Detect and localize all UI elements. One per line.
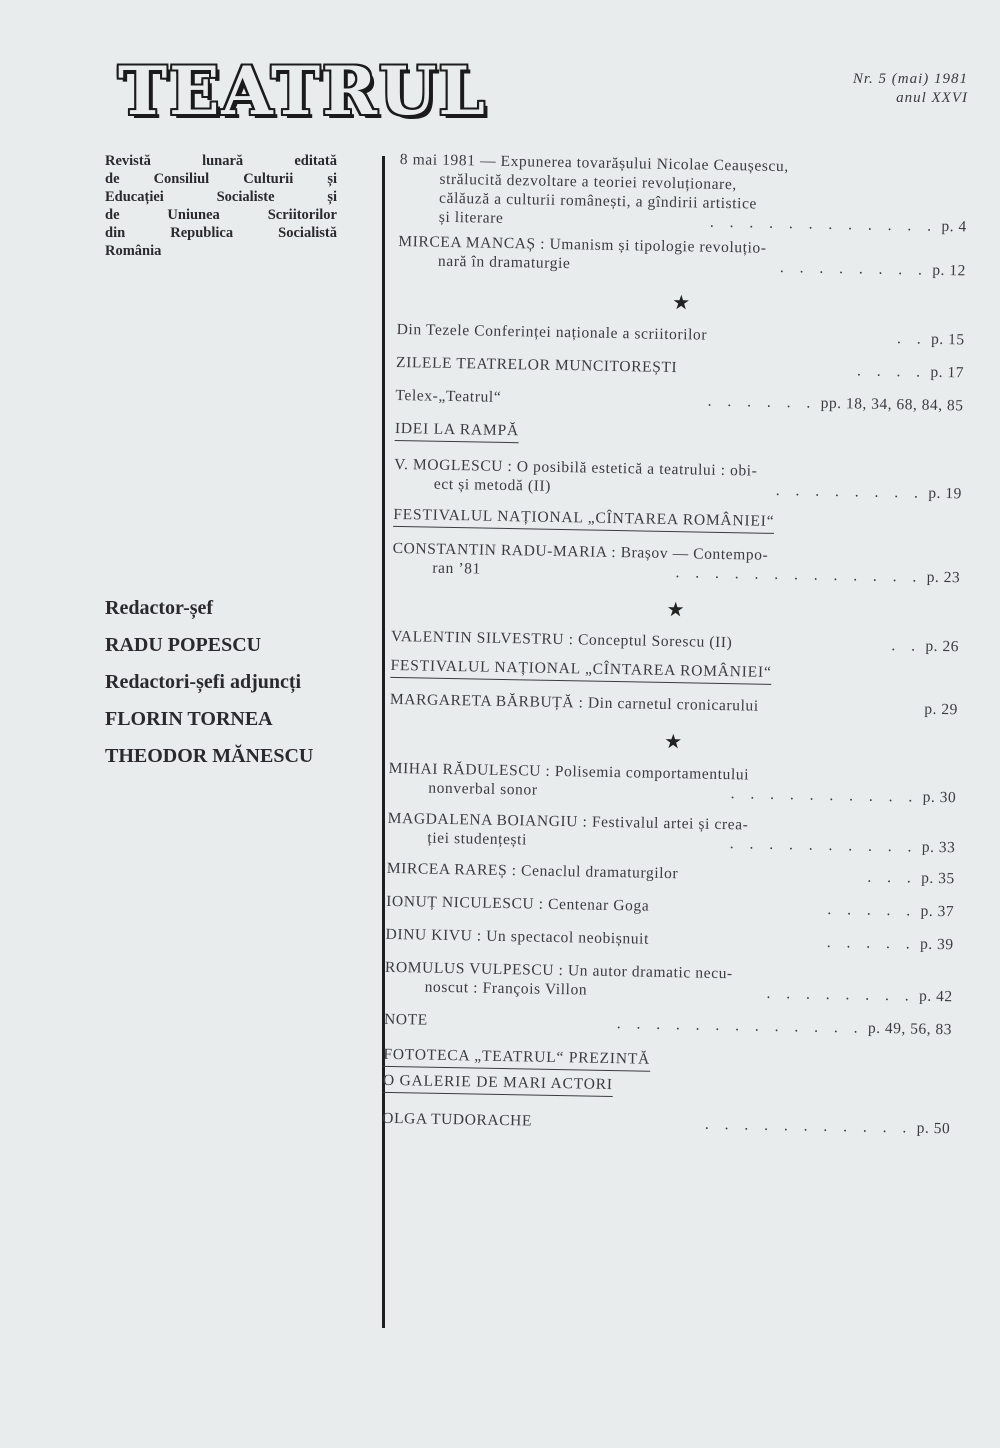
toc-entry-text: OLGA TUDORACHE <box>382 1109 533 1130</box>
toc-dots: . . . . . . . . <box>779 258 929 279</box>
toc-entry-text: ect și metodă (II) <box>433 475 552 495</box>
toc-page-number: p. 37 <box>920 902 955 921</box>
publisher-info <box>105 152 337 260</box>
editorial-board <box>105 590 365 775</box>
toc-entry-text: CONSTANTIN RADU-MARIA : Brașov — Contempo- <box>392 539 769 564</box>
toc-entry-text: MIRCEA MANCAȘ : Umanism și tipologie revoluțio- <box>398 232 767 257</box>
toc-entry <box>396 353 964 382</box>
toc-page-number: p. 15 <box>930 330 965 349</box>
toc-dots: . . . . . <box>826 933 916 953</box>
toc-entry-text: Din Tezele Conferinței naționale a scriitorilor <box>396 320 708 344</box>
chief-editor-label: Redactor-șef <box>105 597 214 619</box>
toc-entry-text: nară în dramaturgie <box>437 252 571 273</box>
toc-dots: . . . . . . . . . . . <box>704 1115 913 1137</box>
section-heading: FESTIVALUL NAȚIONAL „CÎNTAREA ROMÂNIEI“ <box>393 505 774 534</box>
toc-entry-text: călăuză a culturii românești, a gîndirii artistice <box>438 189 758 213</box>
toc-dots: . . . . . . . . . . . . <box>709 213 938 235</box>
toc-entry <box>387 859 955 888</box>
publisher-line: Educației Socialiste și <box>105 189 337 205</box>
toc-entry <box>382 1109 950 1138</box>
toc-entry-text: noscut : François Villon <box>424 978 588 999</box>
toc-entry-text: DINU KIVU : Un spectacol neobișnuit <box>385 925 650 948</box>
toc-entry-text: MAGDALENA BOIANGIU : Festivalul artei și crea- <box>387 809 749 834</box>
issue-number: Nr. 5 (mai) 1981 <box>852 71 968 87</box>
toc-entry-text: Telex-„Teatrul“ <box>395 386 502 406</box>
toc-dots: . . . . . . <box>707 392 817 412</box>
toc-entry <box>390 690 958 719</box>
star-separator: ★ <box>672 292 691 315</box>
toc-entry-text: nonverbal sonor <box>428 779 538 799</box>
toc-page-number: p. 33 <box>921 838 956 857</box>
toc-entry <box>384 958 953 1006</box>
toc-entry-text: V. MOGLESCU : O posibilă estetică a teatrului : obi- <box>394 455 758 480</box>
toc-dots: . . <box>891 637 922 655</box>
toc-page-number: p. 35 <box>921 869 955 888</box>
toc-entry <box>385 925 953 954</box>
toc-page-number: p. 19 <box>928 484 962 503</box>
toc-entry-text: MARGARETA BĂRBUȚĂ : Din carnetul cronicarului <box>389 690 759 715</box>
table-of-contents <box>382 150 968 1144</box>
column-divider <box>382 156 385 1328</box>
toc-page-number: p. 50 <box>916 1119 951 1138</box>
toc-page-number: p. 29 <box>924 700 958 719</box>
deputy-editors-label: Redactori-șefi adjuncți <box>105 671 302 693</box>
toc-dots: . . . . <box>856 362 927 381</box>
toc-page-number: p. 23 <box>926 568 961 587</box>
toc-entry <box>387 809 956 857</box>
toc-dots: . . . . . . . . . . <box>730 785 919 806</box>
toc-entry-text: MIRCEA RAREȘ : Cenaclul dramaturgilor <box>386 859 679 883</box>
star-separator: ★ <box>666 598 685 622</box>
toc-entry-text: NOTE <box>383 1010 428 1029</box>
toc-entry <box>386 892 954 921</box>
toc-entry <box>392 539 961 587</box>
toc-entry <box>394 455 963 503</box>
publisher-line: din Republica Socialistă <box>105 225 337 241</box>
toc-dots: . . . . . . . . <box>766 984 915 1005</box>
section-heading: IDEI LA RAMPĂ <box>395 419 519 443</box>
toc-entry <box>395 386 963 415</box>
toc-page-number: p. 4 <box>941 217 967 236</box>
toc-entry-text: și literare <box>438 208 504 227</box>
toc-dots: . . . . . <box>827 900 917 920</box>
toc-page-number: p. 49, 56, 83 <box>867 1019 953 1039</box>
toc-page-number: p. 39 <box>919 935 954 954</box>
publisher-line: de Uniunea Scriitorilor <box>105 207 337 223</box>
toc-entry <box>398 232 967 280</box>
issue-year: anul XXVI <box>896 90 968 106</box>
deputy-editor-name: FLORIN TORNEA <box>105 708 273 730</box>
toc-entry-text: ției studențești <box>427 829 528 849</box>
toc-entry-text: ROMULUS VULPESCU : Un autor dramatic necu- <box>384 958 733 983</box>
toc-entry <box>399 150 968 236</box>
toc-page-number: p. 26 <box>925 637 960 656</box>
section-heading: FESTIVALUL NAȚIONAL „CÎNTAREA ROMÂNIEI“ <box>390 656 771 685</box>
toc-dots: . . . . . . . . <box>775 481 925 502</box>
section-heading: FOTOTECA „TEATRUL“ PREZINTĂ <box>383 1045 650 1072</box>
toc-entry-text: ZILELE TEATRELOR MUNCITOREȘTI <box>395 353 678 377</box>
toc-entry-text: 8 mai 1981 — Expunerea tovarășului Nicolae Ceaușescu, <box>399 150 789 176</box>
toc-entry <box>384 1010 952 1039</box>
toc-dots: . . . . . . . . . . . . . <box>616 1015 864 1037</box>
section-heading: O GALERIE DE MARI ACTORI <box>383 1071 613 1097</box>
toc-page-number: pp. 18, 34, 68, 84, 85 <box>820 394 964 415</box>
toc-entry-text: VALENTIN SILVESTRU : Conceptul Sorescu (II) <box>390 627 733 652</box>
toc-entry-text: ran ’81 <box>432 559 482 578</box>
toc-dots: . . . . . . . . . . . . . <box>675 564 923 586</box>
toc-entry-text: strălucită dezvoltare a teoriei revoluționare, <box>439 170 738 194</box>
issue-info <box>728 70 968 108</box>
toc-page-number: p. 17 <box>930 363 965 382</box>
toc-entry-text: MIHAI RĂDULESCU : Polisemia comportamentului <box>388 759 750 784</box>
toc-page-number: p. 42 <box>918 987 953 1006</box>
masthead-title: TEATRUL <box>118 52 487 130</box>
toc-dots: . . . . . . . . . . <box>729 835 918 856</box>
toc-dots: . . <box>896 330 927 348</box>
toc-entry-text: IONUȚ NICULESCU : Centenar Goga <box>386 892 650 915</box>
toc-page-number: p. 30 <box>922 788 957 807</box>
chief-editor-name: RADU POPESCU <box>105 634 262 656</box>
toc-page-number: p. 12 <box>932 261 967 280</box>
publisher-line: de Consiliul Culturii și <box>105 171 337 187</box>
star-separator: ★ <box>664 730 683 754</box>
deputy-editor-name: THEODOR MĂNESCU <box>105 745 314 767</box>
toc-dots: . . . <box>867 868 918 887</box>
publisher-line: Revistă lunară editată <box>105 153 337 169</box>
publisher-line: România <box>105 243 162 259</box>
